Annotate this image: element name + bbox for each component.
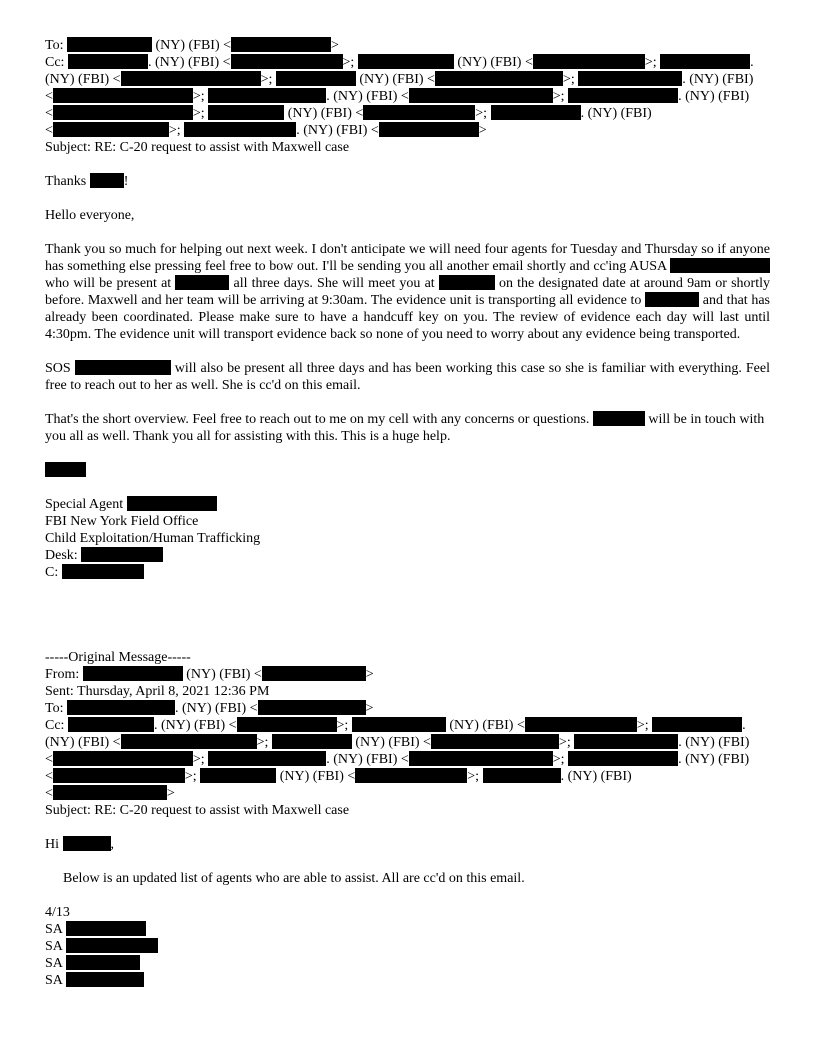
redaction xyxy=(660,54,750,69)
cc-line: < >; (NY) (FBI) < >; . (NY) (FBI) xyxy=(45,769,632,784)
cc-line: < >; (NY) (FBI) < >; . (NY) (FBI) xyxy=(45,106,652,121)
redaction xyxy=(83,666,183,681)
redaction xyxy=(439,275,495,290)
redaction xyxy=(231,54,343,69)
redaction xyxy=(208,88,326,103)
body-paragraph: That's the short overview. Feel free to reach out to me on my cell with any concerns or questions. will be in touch with you all as well. Thank you all for assisting with this. This is a huge help. xyxy=(45,412,765,444)
redaction xyxy=(568,751,678,766)
redaction xyxy=(45,462,86,477)
cc-line: (NY) (FBI) < >; (NY) (FBI) < >; . (NY) (FBI) xyxy=(45,72,754,87)
redaction xyxy=(645,292,699,307)
redaction xyxy=(258,700,366,715)
redaction xyxy=(525,717,637,732)
redaction xyxy=(593,411,645,426)
redaction xyxy=(175,275,229,290)
redaction xyxy=(67,37,152,52)
redaction xyxy=(568,88,678,103)
redaction xyxy=(262,666,366,681)
signoff xyxy=(45,462,770,479)
redaction xyxy=(127,496,217,511)
original-message xyxy=(45,649,770,989)
redaction xyxy=(208,105,284,120)
body-paragraph: SOS will also be present all three days and has been working this case so she is familiar with everything. Feel free to reach out to her as well. She is cc'd on this email. xyxy=(45,361,770,393)
redaction xyxy=(67,700,175,715)
agent-item: SA xyxy=(45,921,770,938)
greeting: Hello everyone, xyxy=(45,208,135,223)
thanks-line: Thanks ! xyxy=(45,174,129,189)
redaction xyxy=(272,734,352,749)
redaction xyxy=(90,173,124,188)
signature: Special Agent FBI New York Field Office Child Exploitation/Human Trafficking Desk: C: xyxy=(45,497,261,580)
redaction xyxy=(63,836,111,851)
redaction xyxy=(652,717,742,732)
cc-line: < >; . (NY) (FBI) < > xyxy=(45,123,487,138)
redaction xyxy=(81,547,163,562)
sent-line: Sent: Thursday, April 8, 2021 12:36 PM xyxy=(45,684,270,699)
redaction xyxy=(62,564,144,579)
redaction xyxy=(66,972,144,987)
redaction xyxy=(66,921,146,936)
redaction xyxy=(75,360,171,375)
redaction xyxy=(53,88,193,103)
cc-line: Cc: . (NY) (FBI) < >; (NY) (FBI) < >; . xyxy=(45,55,754,70)
cc-line: < >; . (NY) (FBI) < >; . (NY) (FBI) xyxy=(45,752,750,767)
agent-item: SA xyxy=(45,955,770,972)
cc-line: < > xyxy=(45,786,175,801)
redaction xyxy=(431,734,559,749)
subject-line: Subject: RE: C-20 request to assist with Maxwell case xyxy=(45,140,350,155)
redaction xyxy=(574,734,678,749)
redaction xyxy=(66,938,158,953)
redaction xyxy=(184,122,296,137)
redaction xyxy=(53,751,193,766)
redaction xyxy=(363,105,475,120)
date-line: 4/13 xyxy=(45,905,70,920)
agent-item: SA xyxy=(45,938,770,955)
to-line: To: . (NY) (FBI) < > xyxy=(45,701,374,716)
redaction xyxy=(66,955,140,970)
redaction xyxy=(53,122,169,137)
agent-item: SA xyxy=(45,972,770,989)
top-email-header xyxy=(45,37,770,156)
redaction xyxy=(53,768,185,783)
redaction xyxy=(358,54,454,69)
to-line: To: (NY) (FBI) < > xyxy=(45,38,339,53)
cc-line: (NY) (FBI) < >; (NY) (FBI) < >; . (NY) (FBI) xyxy=(45,735,750,750)
from-line: From: (NY) (FBI) < > xyxy=(45,667,374,682)
redaction xyxy=(53,785,167,800)
subject-line: Subject: RE: C-20 request to assist with Maxwell case xyxy=(45,803,350,818)
redaction xyxy=(231,37,331,52)
redaction xyxy=(53,105,193,120)
redaction xyxy=(491,105,581,120)
hi-line: Hi , xyxy=(45,837,114,852)
redaction xyxy=(435,71,563,86)
cc-line: Cc: . (NY) (FBI) < >; (NY) (FBI) < >; . xyxy=(45,718,746,733)
redaction xyxy=(121,71,261,86)
body-line: Below is an updated list of agents who are able to assist. All are cc'd on this email. xyxy=(63,871,525,886)
redaction xyxy=(355,768,467,783)
cc-line: < >; . (NY) (FBI) < >; . (NY) (FBI) xyxy=(45,89,750,104)
redaction xyxy=(208,751,326,766)
redaction xyxy=(483,768,561,783)
redaction xyxy=(68,717,154,732)
redaction xyxy=(68,54,148,69)
redaction xyxy=(409,751,553,766)
redaction xyxy=(121,734,257,749)
body-paragraph: Thank you so much for helping out next week. I don't anticipate we will need four agents for Tuesday and Thursday so if anyone has something else pressing feel free to bow out. I'll be sending you all another email shortly and cc'ing AUSA who will be present at all three days. She will meet you at on the designated date at around 9am or shortly before. Maxwell and her team will be arriving at 9:30am. The evidence unit is transporting all evidence to and that has already been coordinated. Please make sure to have a handcuff key on you. The review of evidence each day will last until 4:30pm. The evidence unit will transport evidence back so none of you need to worry about any evidence being transported. xyxy=(45,242,771,342)
redaction xyxy=(200,768,276,783)
redaction xyxy=(237,717,337,732)
redaction xyxy=(578,71,682,86)
redaction xyxy=(533,54,645,69)
email-document xyxy=(45,37,770,989)
redaction xyxy=(409,88,553,103)
redaction xyxy=(379,122,479,137)
redaction xyxy=(352,717,446,732)
original-separator: -----Original Message----- xyxy=(45,650,191,665)
redaction xyxy=(670,258,770,273)
redaction xyxy=(276,71,356,86)
